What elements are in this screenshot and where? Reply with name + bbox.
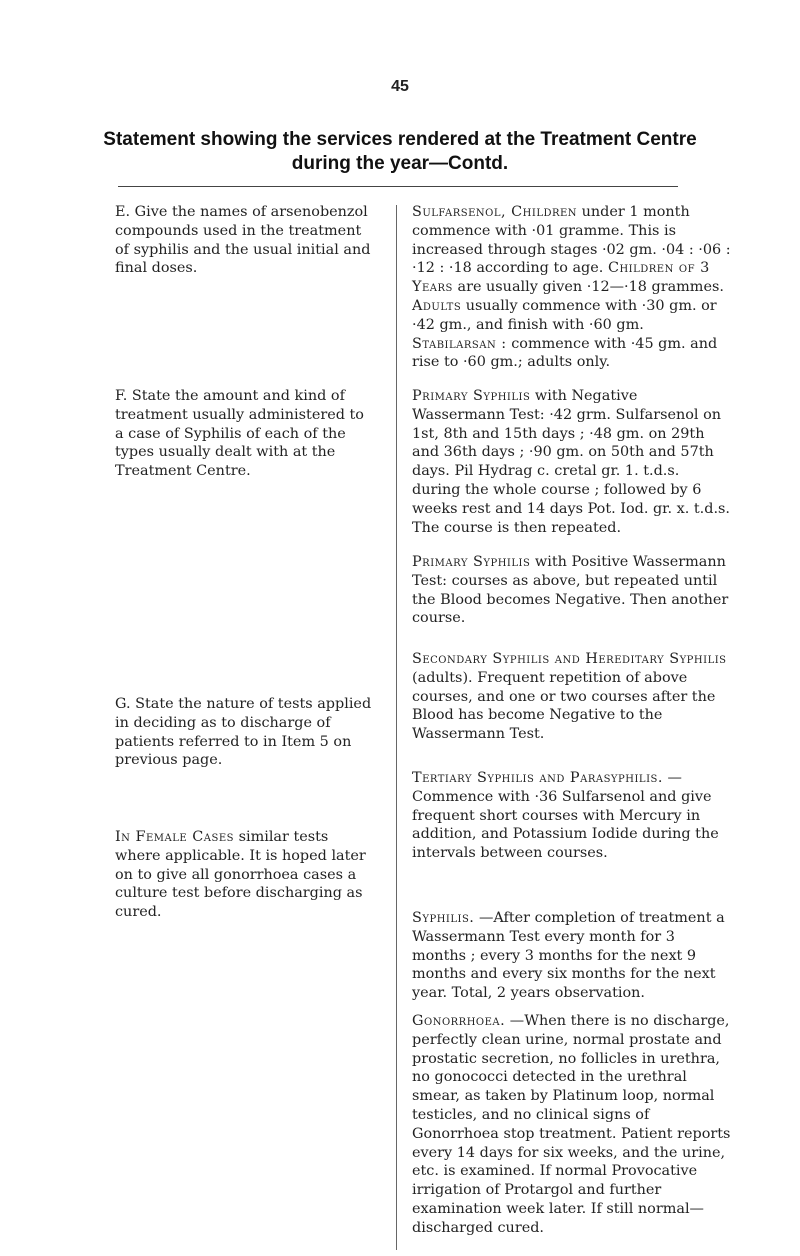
title-divider (118, 186, 678, 187)
answer-e-heading-2: Children of 3 Years (412, 260, 710, 296)
answer-f2-heading: Primary Syphilis (412, 554, 531, 570)
answer-g-gonorrhoea (412, 1012, 732, 1238)
female-cases-text: similar tests where applicable. It is hoped later on to give all gonorrhoea cases a culture test before discharging as cured. (115, 829, 366, 921)
column-divider (396, 205, 397, 1250)
title-line-1: Statement showing the services rendered at the Treatment Centre (103, 129, 697, 150)
question-e: E. Give the names of arsenobenzol compounds used in the treatment of syphilis and the usual initial and final doses. (115, 204, 371, 277)
answer-f1-heading: Primary Syphilis (412, 388, 531, 404)
answer-g-syphilis (412, 909, 732, 1003)
answer-e-text-3: usually commence with ·30 gm. or ·42 gm., and finish with ·60 gm. (412, 297, 717, 333)
page-number: 45 (391, 78, 409, 95)
title-line-2: during the year—Contd. (291, 153, 509, 174)
answer-e-heading-1: Sulfarsenol, Children (412, 204, 578, 220)
answer-e-text-4: commence with ·45 gm. and rise to ·60 gm.; adults only. (412, 335, 718, 371)
question-f: F. State the amount and kind of treatment usually administered to a case of Syphilis of each of the types usually dealt with at the Treatment Centre. (115, 388, 364, 480)
answer-f3-heading: Secondary Syphilis and Hereditary Syphilis (412, 651, 727, 667)
answer-f4-heading: Tertiary Syphilis and Parasyphilis. (412, 770, 663, 786)
answer-f-tertiary (412, 769, 732, 863)
question-female-cases (115, 828, 377, 922)
answer-f-primary-negative (412, 387, 732, 537)
answer-e-heading-4: Stabilarsan : (412, 335, 507, 352)
answer-e (412, 203, 732, 372)
answer-f3-text: (adults). Frequent repetition of above courses, and one or two courses after the Blood has become Negative to the Wassermann Test. (412, 669, 716, 743)
answer-g2-heading: Gonorrhoea. (412, 1013, 506, 1029)
answer-g1-heading: Syphilis. (412, 910, 475, 926)
answer-g2-text: —When there is no discharge, perfectly clean urine, normal prostate and prostatic secretion, no follicles in urethra, no gonococci detected in the urethral smear, as taken by Platinum loop, normal testicles, and no clinical signs of Gonorrhoea stop treatment. Patient reports every 14 days for six weeks, and the urine, etc. is examined. If normal Provocative irrigation of Protargol and further examination week later. If still normal—discharged cured. (412, 1013, 731, 1236)
answer-f-secondary (412, 650, 732, 744)
female-cases-heading: In Female Cases (115, 829, 235, 845)
question-g: G. State the nature of tests applied in deciding as to discharge of patients referred to in Item 5 on previous page. (115, 696, 372, 769)
answer-f1-text: with Negative Wassermann Test: ·42 grm. Sulfarsenol on 1st, 8th and 15th days ; ·48 gm. on 29th and 36th days ; ·90 gm. on 50th and 57th days. Pil Hydrag c. cretal gr. 1. t.d.s. during the whole course ; followed by 6 weeks rest and 14 days Pot. Iod. gr. x. t.d.s. The course is then repeated. (412, 388, 730, 536)
answer-f4-text: — Commence with ·36 Sulfarsenol and give frequent short courses with Mercury in addition, and Potassium Iodide during the intervals between courses. (412, 770, 719, 862)
answer-e-text-2: are usually given ·12—·18 grammes. (457, 279, 724, 296)
answer-f2-text: with Positive Wassermann Test: courses as above, but repeated until the Blood becomes Negative. Then another course. (412, 554, 729, 627)
page-title (60, 128, 740, 176)
answer-e-heading-3: Adults (412, 297, 462, 314)
answer-e-text-1: under 1 month commence with ·01 gramme. This is increased through stages ·02 gm. ·04 : ·06 : ·12 : ·18 according to age. (412, 204, 731, 277)
answer-f-primary-positive (412, 553, 732, 628)
answer-g1-text: —After completion of treatment a Wassermann Test every month for 3 months ; every 3 months for the next 9 months and every six months for the next year. Total, 2 years observation. (412, 910, 725, 1002)
